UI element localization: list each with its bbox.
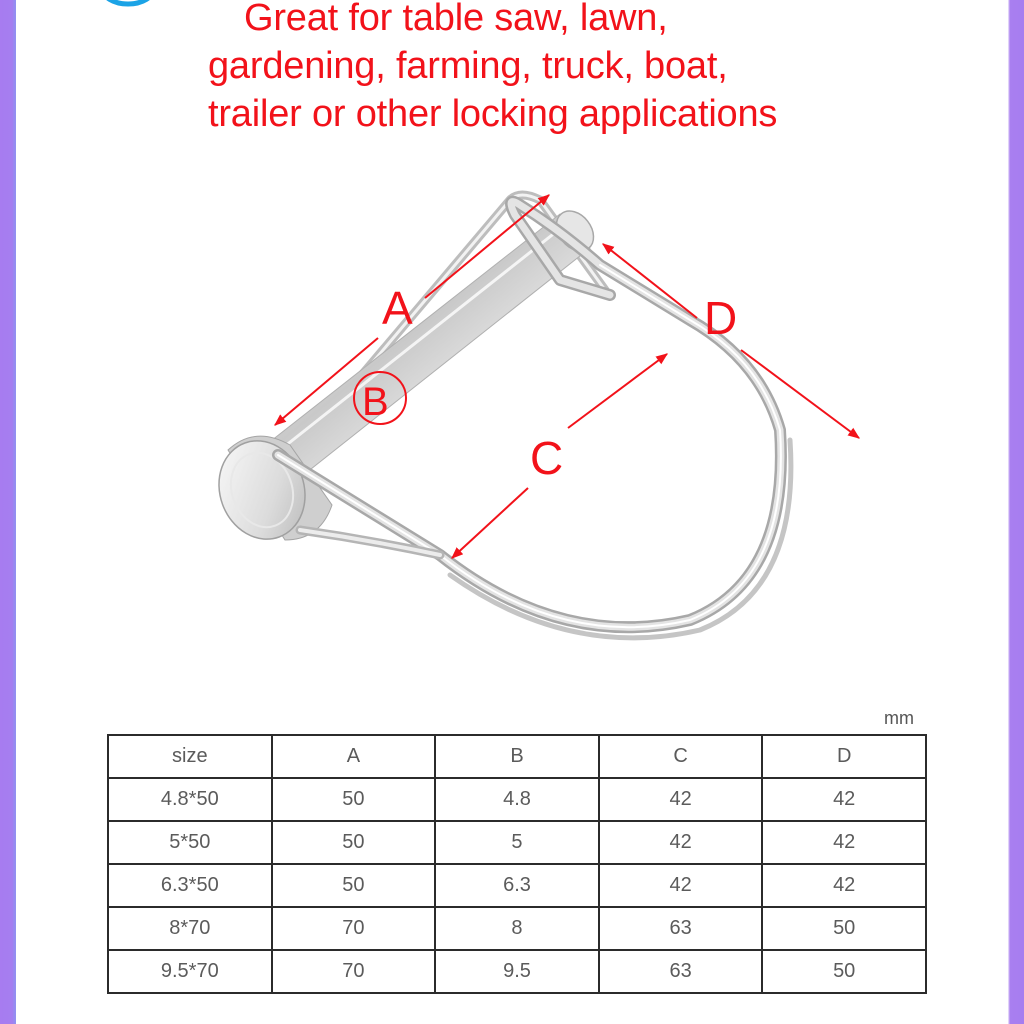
cell-a: 50 bbox=[272, 778, 436, 821]
label-a: A bbox=[382, 282, 413, 334]
table-row bbox=[108, 778, 926, 821]
header-size: size bbox=[108, 735, 272, 778]
cell-size: 6.3*50 bbox=[108, 864, 272, 907]
cell-size: 5*50 bbox=[108, 821, 272, 864]
right-purple-border bbox=[1008, 0, 1024, 1024]
cell-a: 70 bbox=[272, 950, 436, 993]
label-d: D bbox=[704, 292, 738, 344]
table-row bbox=[108, 950, 926, 993]
cell-a: 70 bbox=[272, 907, 436, 950]
unit-label: mm bbox=[884, 708, 914, 728]
left-purple-border bbox=[0, 0, 16, 1024]
cell-a: 50 bbox=[272, 821, 436, 864]
header-a: A bbox=[272, 735, 436, 778]
shaft-locking-pin-diagram bbox=[200, 170, 880, 670]
cell-d: 50 bbox=[762, 907, 926, 950]
header-b: B bbox=[435, 735, 599, 778]
table-header-row bbox=[108, 735, 926, 778]
header-c: C bbox=[599, 735, 763, 778]
brand-logo-icon bbox=[100, 0, 160, 14]
table-row bbox=[108, 821, 926, 864]
header-d: D bbox=[762, 735, 926, 778]
cell-b: 8 bbox=[435, 907, 599, 950]
headline bbox=[208, 0, 908, 138]
cell-d: 42 bbox=[762, 821, 926, 864]
cell-size: 8*70 bbox=[108, 907, 272, 950]
cell-d: 42 bbox=[762, 778, 926, 821]
cell-c: 63 bbox=[599, 950, 763, 993]
label-b: B bbox=[362, 380, 389, 424]
headline-line-2: gardening, farming, truck, boat, bbox=[208, 45, 728, 87]
cell-d: 42 bbox=[762, 864, 926, 907]
cell-c: 42 bbox=[599, 778, 763, 821]
cell-c: 42 bbox=[599, 821, 763, 864]
headline-line-3: trailer or other locking applications bbox=[208, 93, 778, 135]
cell-b: 5 bbox=[435, 821, 599, 864]
cell-b: 6.3 bbox=[435, 864, 599, 907]
table-row bbox=[108, 864, 926, 907]
cell-b: 9.5 bbox=[435, 950, 599, 993]
cell-d: 50 bbox=[762, 950, 926, 993]
label-c: C bbox=[530, 432, 564, 484]
cell-size: 4.8*50 bbox=[108, 778, 272, 821]
headline-line-1: Great for table saw, lawn, bbox=[244, 0, 668, 39]
cell-c: 63 bbox=[599, 907, 763, 950]
size-spec-table bbox=[107, 734, 927, 994]
cell-size: 9.5*70 bbox=[108, 950, 272, 993]
cell-a: 50 bbox=[272, 864, 436, 907]
cell-c: 42 bbox=[599, 864, 763, 907]
cell-b: 4.8 bbox=[435, 778, 599, 821]
table-row bbox=[108, 907, 926, 950]
